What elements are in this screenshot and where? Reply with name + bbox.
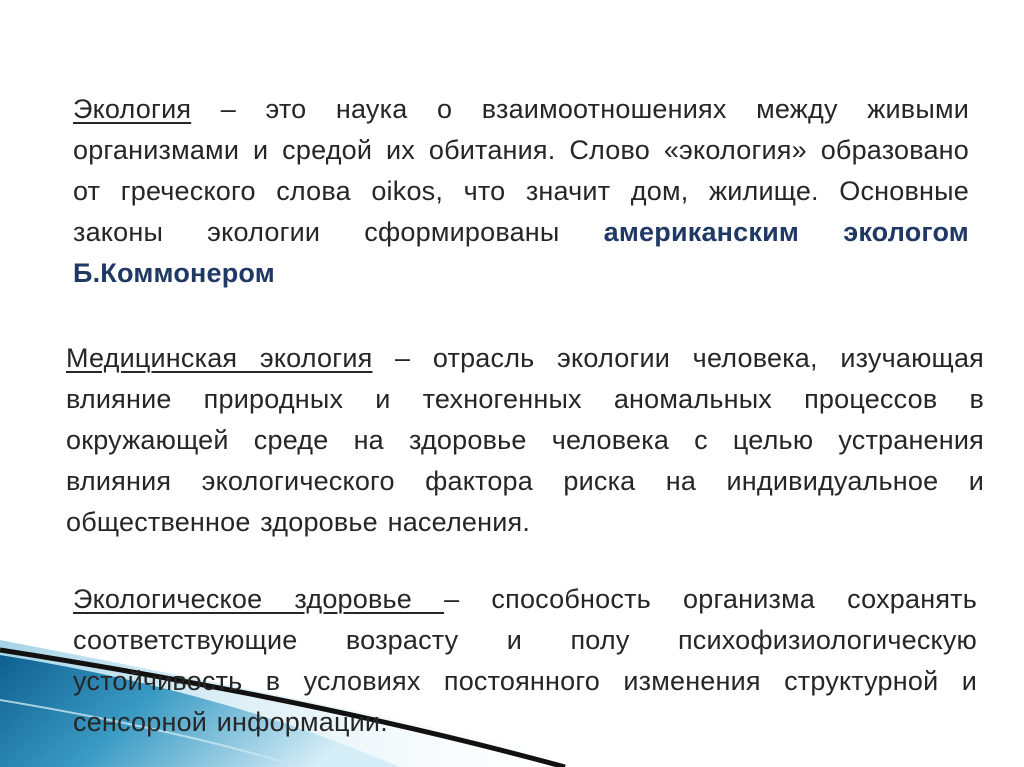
term-ecological-health: Экологическое здоровье: [73, 584, 445, 614]
definition-ecology-text: – это наука о взаимоотношениях между живыми организмами и средой их обитания. Слово «экология» образовано от греческого слова oikos, что значит дом, жилище. Основные законы экологии сформированы: [73, 94, 969, 247]
term-ecology: Экология: [73, 94, 192, 124]
definition-ecological-health-text: – способность организма сохранять соответствующие возрасту и полу психофизиологическую устойчивость в условиях постоянного изменения структурной и сенсорной информации.: [73, 584, 977, 737]
definition-ecological-health: [73, 579, 977, 743]
definition-medical-ecology-text: – отрасль экологии человека, изучающая влияние природных и техногенных аномальных процессов в окружающей среде на здоровье человека с целью устранения влияния экологического фактора риска на индивидуальное и общественное здоровье населения.: [66, 343, 984, 537]
definition-ecology: [73, 89, 969, 294]
term-medical-ecology: Медицинская экология: [66, 343, 373, 373]
commoner-emphasis: американским экологом Б.Коммонером: [73, 217, 969, 288]
definition-medical-ecology: [66, 338, 984, 543]
